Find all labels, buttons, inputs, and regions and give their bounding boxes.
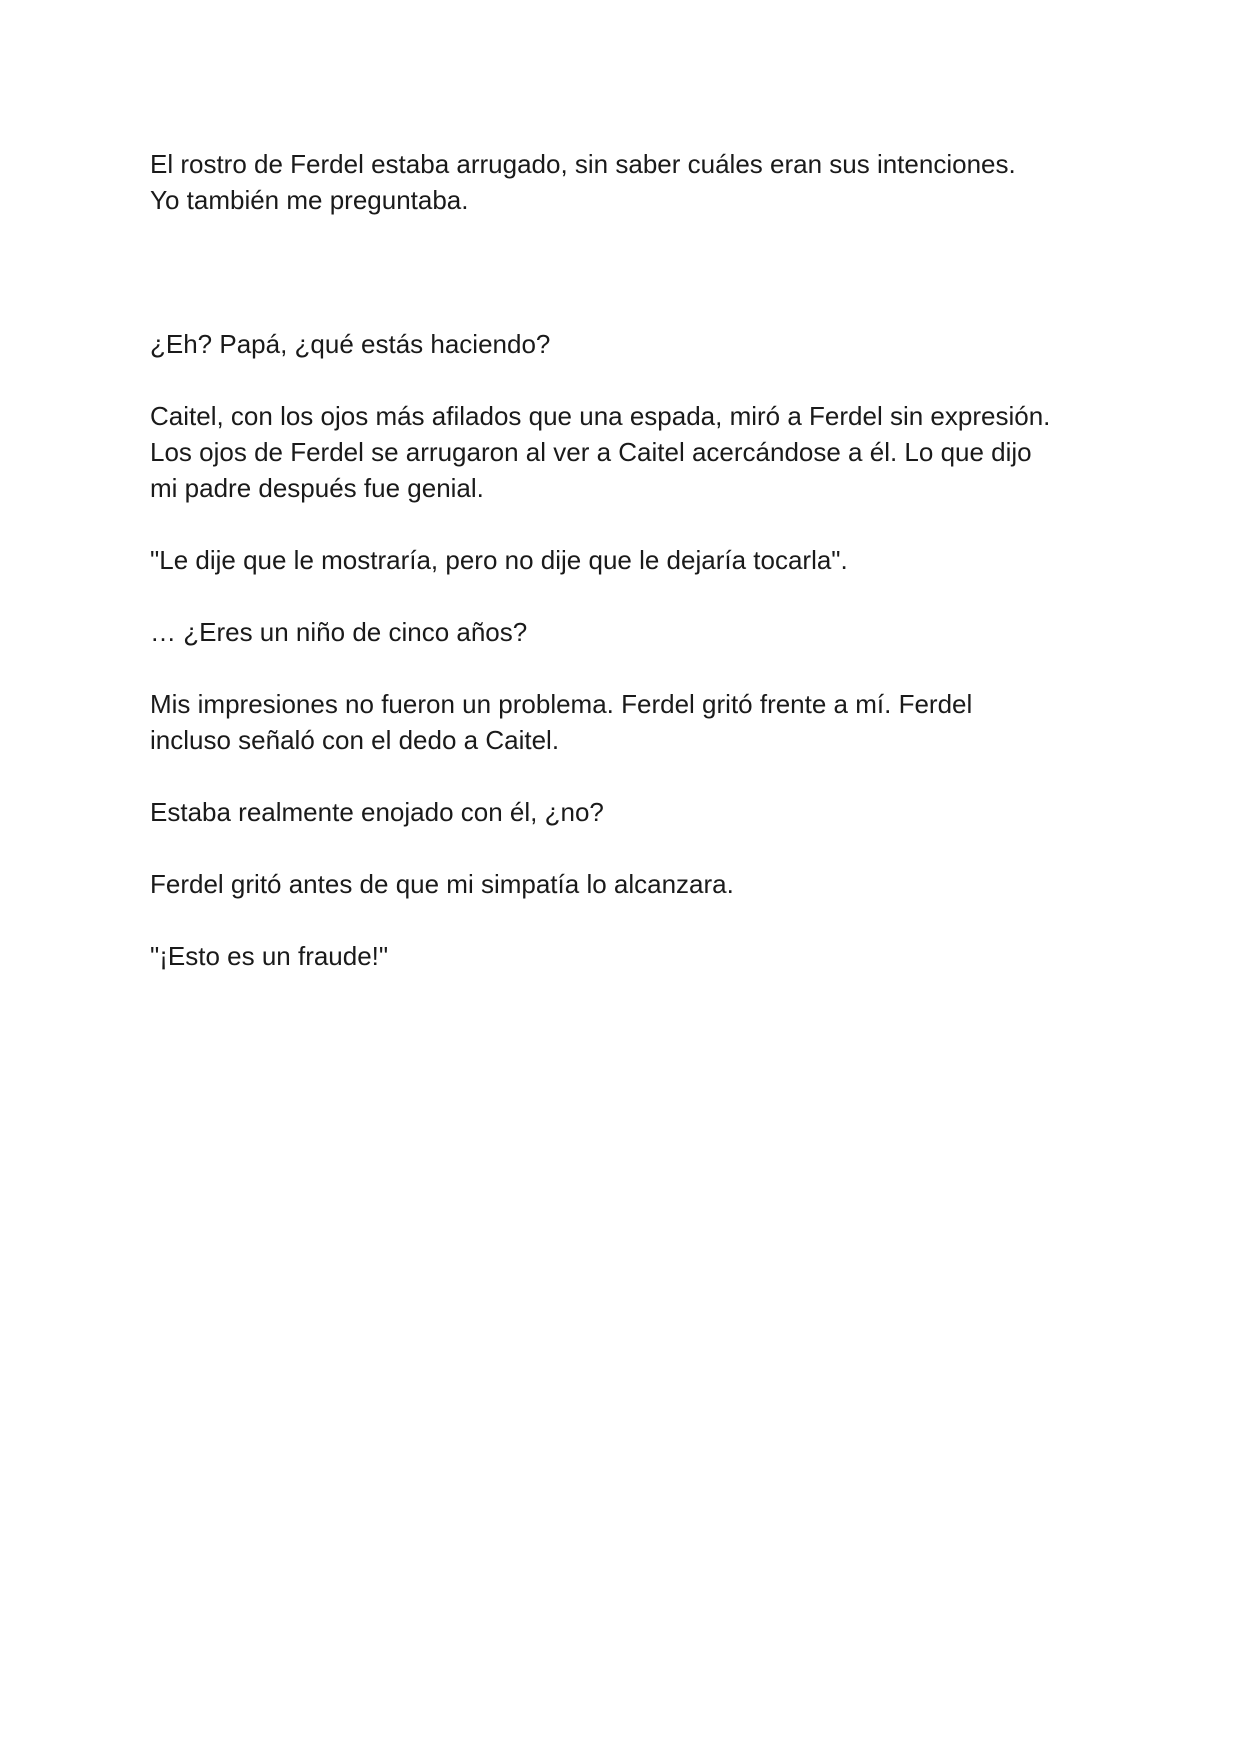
paragraph-line: Estaba realmente enojado con él, ¿no? bbox=[150, 797, 604, 827]
paragraph-9 bbox=[150, 938, 1110, 974]
paragraph-7 bbox=[150, 794, 1110, 830]
paragraph-line: ¿Eh? Papá, ¿qué estás haciendo? bbox=[150, 329, 551, 359]
paragraph-1 bbox=[150, 146, 1110, 218]
paragraph-line: Mis impresiones no fueron un problema. Ferdel gritó frente a mí. Ferdel bbox=[150, 689, 973, 719]
paragraph-line: "Le dije que le mostraría, pero no dije que le dejaría tocarla". bbox=[150, 545, 848, 575]
paragraph-2 bbox=[150, 326, 1110, 362]
paragraph-line: Los ojos de Ferdel se arrugaron al ver a Caitel acercándose a él. Lo que dijo bbox=[150, 437, 1032, 467]
paragraph-6 bbox=[150, 686, 1110, 758]
paragraph-line: El rostro de Ferdel estaba arrugado, sin saber cuáles eran sus intenciones. bbox=[150, 149, 1016, 179]
paragraph-8 bbox=[150, 866, 1110, 902]
paragraph-4 bbox=[150, 542, 1110, 578]
paragraph-line: Ferdel gritó antes de que mi simpatía lo alcanzara. bbox=[150, 869, 734, 899]
paragraph-line: Caitel, con los ojos más afilados que una espada, miró a Ferdel sin expresión. bbox=[150, 401, 1051, 431]
paragraph-3 bbox=[150, 398, 1110, 506]
paragraph-line: Yo también me preguntaba. bbox=[150, 185, 469, 215]
paragraph-line: incluso señaló con el dedo a Caitel. bbox=[150, 725, 560, 755]
document-body bbox=[150, 146, 1110, 1010]
paragraph-line: mi padre después fue genial. bbox=[150, 473, 484, 503]
paragraph-line: … ¿Eres un niño de cinco años? bbox=[150, 617, 528, 647]
paragraph-5 bbox=[150, 614, 1110, 650]
paragraph-line: "¡Esto es un fraude!" bbox=[150, 941, 389, 971]
